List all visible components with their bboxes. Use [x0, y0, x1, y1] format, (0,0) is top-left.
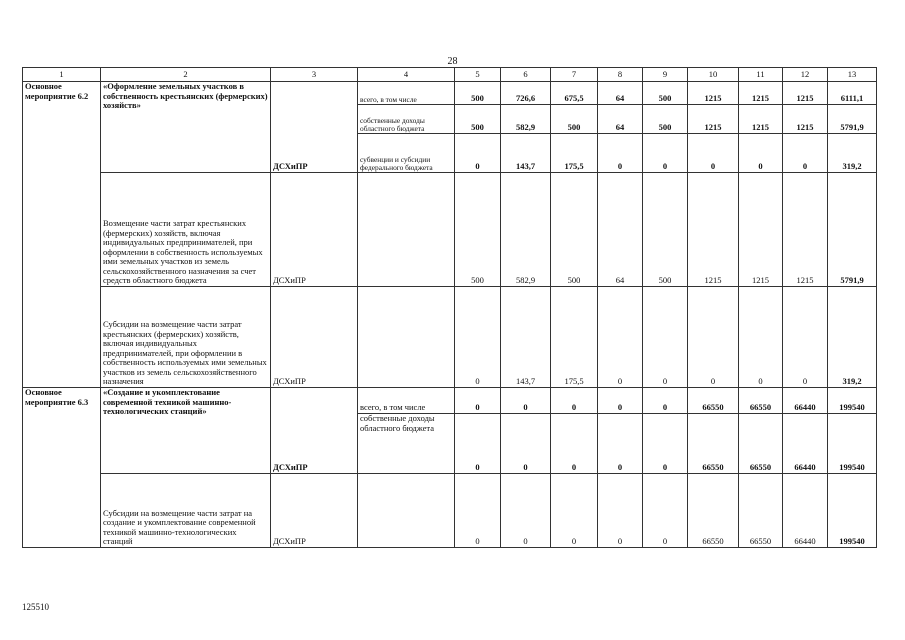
value-cell: 1215 — [783, 82, 828, 105]
value-cell: 64 — [598, 105, 643, 134]
value-cell: 0 — [783, 134, 828, 173]
submeasure-name: Возмещение части затрат крестьянских (фермерских) хозяйств, включая индивидуальных предпринимателей, при оформлении в собственность используемых ими земельных участков из земель сельскохозяйственного назначения за счет средств областного бюджета — [101, 173, 271, 287]
table-row — [23, 474, 877, 548]
value-cell: 143,7 — [501, 134, 551, 173]
value-cell: 66440 — [783, 388, 828, 414]
value-cell: 64 — [598, 82, 643, 105]
value-cell: 199540 — [828, 474, 877, 548]
column-header: 8 — [598, 68, 643, 82]
table-row — [23, 82, 877, 105]
measure-title: Основное мероприятие 6.3 — [23, 388, 101, 548]
value-cell: 500 — [643, 105, 688, 134]
value-cell: 0 — [551, 474, 598, 548]
value-cell: 66550 — [739, 474, 783, 548]
value-cell: 0 — [643, 414, 688, 474]
funding-source — [358, 173, 455, 287]
value-cell: 66440 — [783, 414, 828, 474]
value-cell: 0 — [739, 287, 783, 388]
funding-source: собственные доходы областного бюджета — [358, 105, 455, 134]
value-cell: 500 — [643, 173, 688, 287]
value-cell: 66550 — [739, 414, 783, 474]
value-cell: 6111,1 — [828, 82, 877, 105]
measure-title: Основное мероприятие 6.2 — [23, 82, 101, 388]
executor-cell: ДСХиПР — [271, 287, 358, 388]
value-cell: 582,9 — [501, 173, 551, 287]
value-cell: 0 — [643, 474, 688, 548]
value-cell: 0 — [643, 287, 688, 388]
page-number: 28 — [447, 56, 458, 67]
value-cell: 175,5 — [551, 287, 598, 388]
value-cell: 0 — [783, 287, 828, 388]
column-header: 12 — [783, 68, 828, 82]
value-cell: 0 — [501, 414, 551, 474]
funding-source — [358, 474, 455, 548]
budget-table — [22, 67, 877, 548]
executor-cell: ДСХиПР — [271, 82, 358, 173]
value-cell: 143,7 — [501, 287, 551, 388]
column-header: 9 — [643, 68, 688, 82]
value-cell: 175,5 — [551, 134, 598, 173]
value-cell: 500 — [551, 173, 598, 287]
value-cell: 1215 — [739, 105, 783, 134]
funding-source — [358, 287, 455, 388]
table-row — [23, 388, 877, 414]
value-cell: 0 — [688, 287, 739, 388]
column-header: 11 — [739, 68, 783, 82]
value-cell: 0 — [598, 388, 643, 414]
value-cell: 0 — [501, 388, 551, 414]
value-cell: 1215 — [783, 173, 828, 287]
value-cell: 500 — [455, 105, 501, 134]
executor-cell: ДСХиПР — [271, 388, 358, 474]
column-header: 7 — [551, 68, 598, 82]
value-cell: 1215 — [688, 82, 739, 105]
value-cell: 1215 — [688, 173, 739, 287]
value-cell: 66550 — [688, 414, 739, 474]
value-cell: 0 — [501, 474, 551, 548]
value-cell: 319,2 — [828, 134, 877, 173]
column-number-row — [23, 68, 877, 82]
value-cell: 0 — [455, 474, 501, 548]
value-cell: 0 — [643, 388, 688, 414]
funding-source: собственные доходы областного бюджета — [358, 414, 455, 474]
value-cell: 199540 — [828, 388, 877, 414]
value-cell: 0 — [598, 414, 643, 474]
value-cell: 500 — [551, 105, 598, 134]
value-cell: 66440 — [783, 474, 828, 548]
value-cell: 319,2 — [828, 287, 877, 388]
submeasure-name: Субсидии на возмещение части затрат крестьянских (фермерских) хозяйств, включая индивидуальных предпринимателей, при оформлении в собственность используемых ими земельных участков из земель сельскохозяйственного назначения — [101, 287, 271, 388]
column-header: 3 — [271, 68, 358, 82]
value-cell: 0 — [455, 134, 501, 173]
value-cell: 1215 — [783, 105, 828, 134]
value-cell: 64 — [598, 173, 643, 287]
value-cell: 582,9 — [501, 105, 551, 134]
table-row — [23, 173, 877, 287]
value-cell: 5791,9 — [828, 105, 877, 134]
column-header: 13 — [828, 68, 877, 82]
value-cell: 500 — [455, 173, 501, 287]
submeasure-name: Субсидии на возмещение части затрат на создание и укомплектование современной техникой машинно-технологических станций — [101, 474, 271, 548]
measure-name: «Создание и укомплектование современной техникой машинно-технологических станций» — [101, 388, 271, 474]
executor-cell: ДСХиПР — [271, 474, 358, 548]
document-number: 125510 — [22, 602, 49, 612]
column-header: 4 — [358, 68, 455, 82]
value-cell: 1215 — [739, 82, 783, 105]
value-cell: 500 — [643, 82, 688, 105]
value-cell: 0 — [551, 388, 598, 414]
value-cell: 5791,9 — [828, 173, 877, 287]
column-header: 10 — [688, 68, 739, 82]
value-cell: 0 — [739, 134, 783, 173]
funding-source: всего, в том числе — [358, 388, 455, 414]
value-cell: 0 — [643, 134, 688, 173]
value-cell: 66550 — [688, 474, 739, 548]
value-cell: 726,6 — [501, 82, 551, 105]
value-cell: 0 — [598, 474, 643, 548]
value-cell: 0 — [455, 388, 501, 414]
executor-cell: ДСХиПР — [271, 173, 358, 287]
value-cell: 0 — [598, 134, 643, 173]
value-cell: 66550 — [688, 388, 739, 414]
column-header: 6 — [501, 68, 551, 82]
value-cell: 199540 — [828, 414, 877, 474]
value-cell: 0 — [455, 414, 501, 474]
funding-source: всего, в том числе — [358, 82, 455, 105]
funding-source: субвенции и субсидии федерального бюджета — [358, 134, 455, 173]
value-cell: 0 — [598, 287, 643, 388]
column-header: 1 — [23, 68, 101, 82]
value-cell: 0 — [455, 287, 501, 388]
table-row — [23, 287, 877, 388]
value-cell: 1215 — [739, 173, 783, 287]
value-cell: 0 — [551, 414, 598, 474]
value-cell: 500 — [455, 82, 501, 105]
measure-name: «Оформление земельных участков в собственность крестьянских (фермерских) хозяйств» — [101, 82, 271, 173]
value-cell: 1215 — [688, 105, 739, 134]
value-cell: 0 — [688, 134, 739, 173]
column-header: 5 — [455, 68, 501, 82]
value-cell: 675,5 — [551, 82, 598, 105]
column-header: 2 — [101, 68, 271, 82]
value-cell: 66550 — [739, 388, 783, 414]
